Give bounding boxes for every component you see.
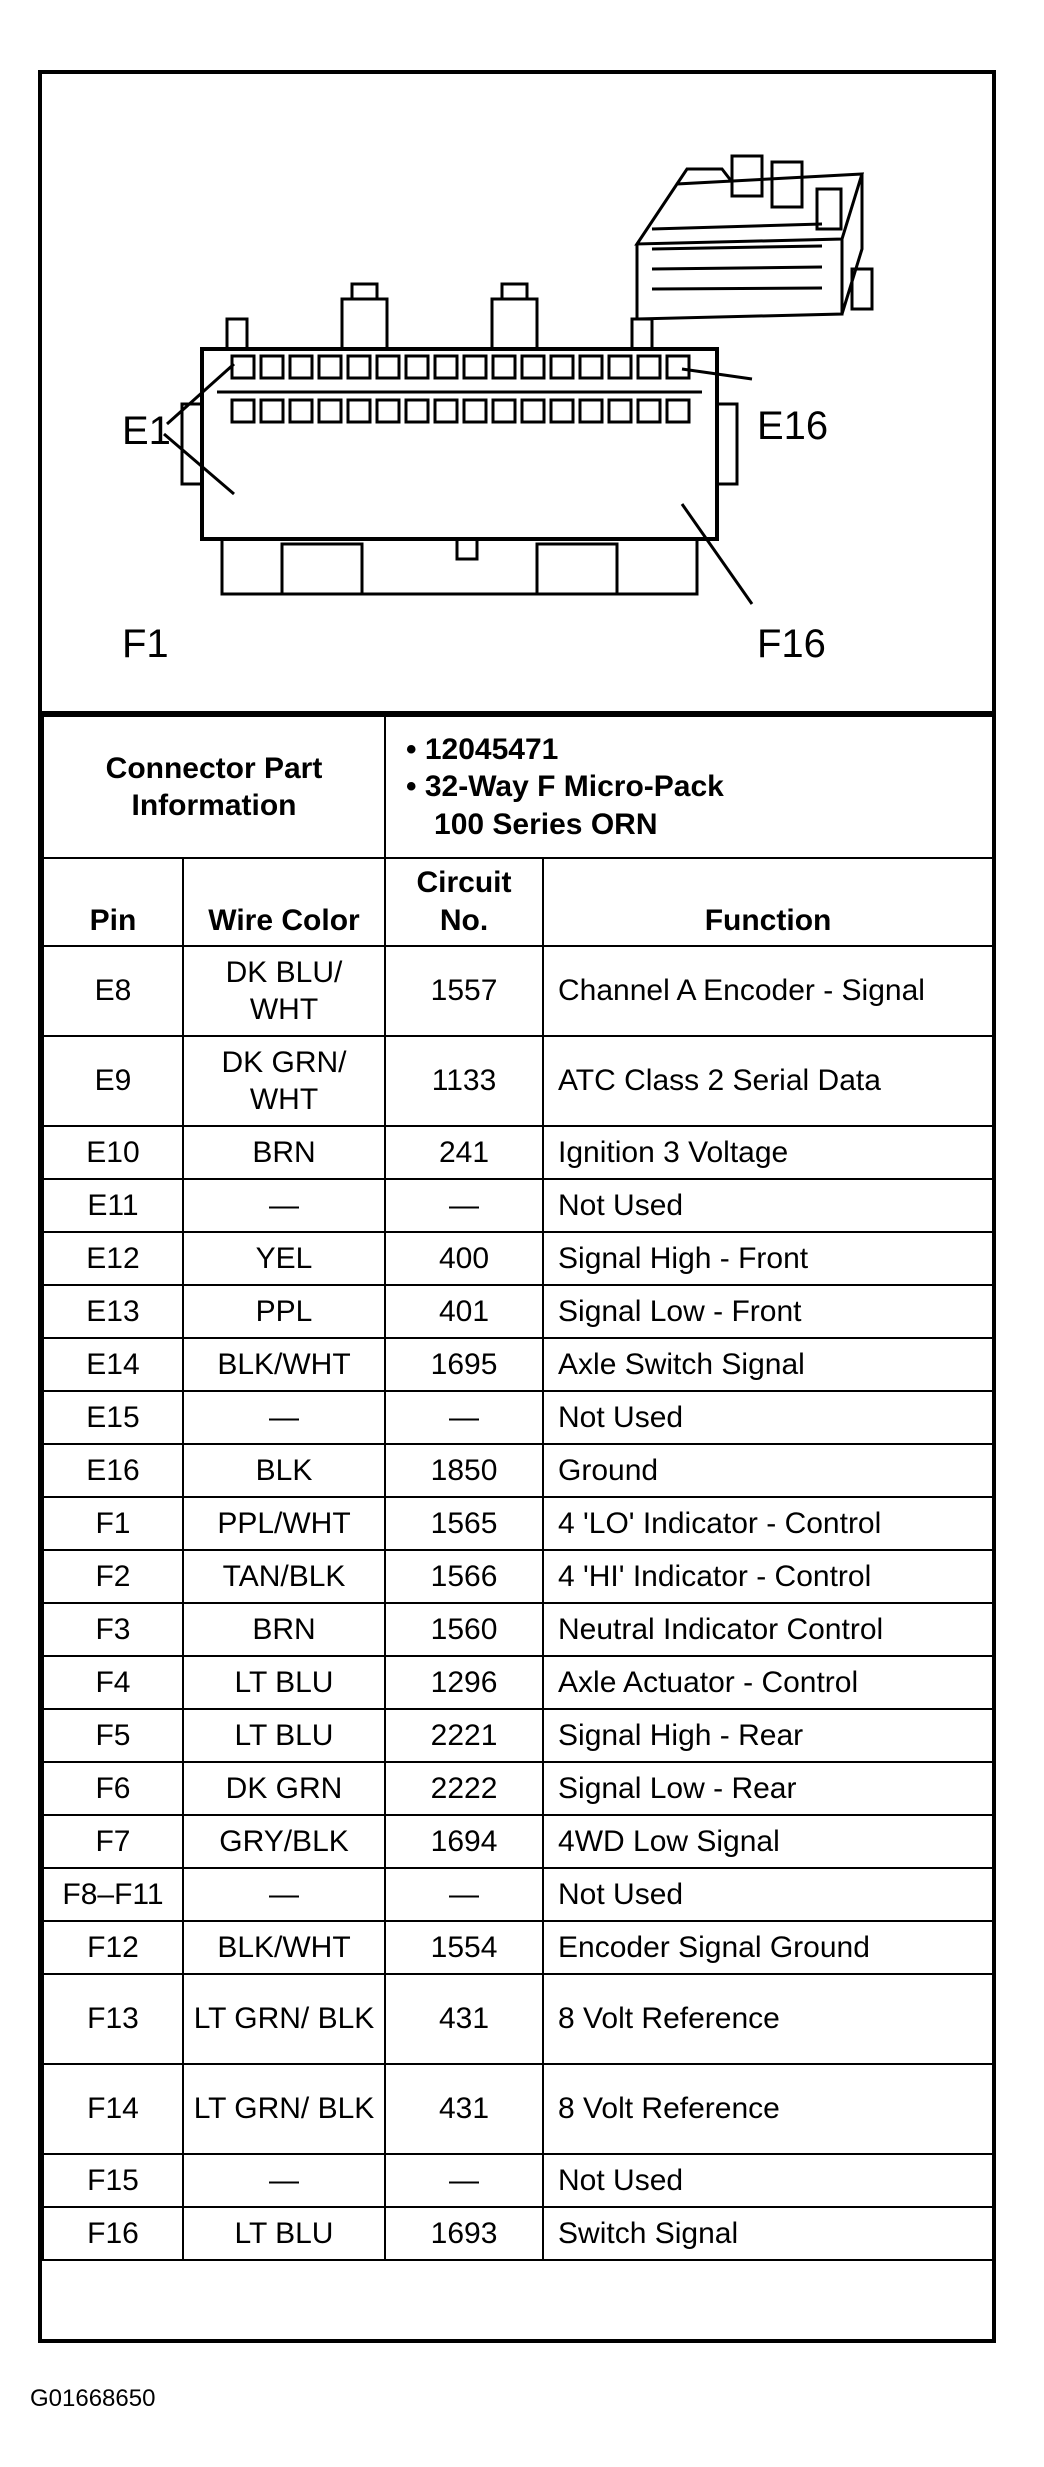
f14-cavity xyxy=(609,400,631,422)
e12-cavity xyxy=(551,356,573,378)
pin-cell: F12 xyxy=(43,1921,183,1974)
table-row xyxy=(43,1179,993,1232)
f7-cavity xyxy=(406,400,428,422)
function-cell: Signal Low - Rear xyxy=(543,1762,993,1815)
f10-cavity xyxy=(493,400,515,422)
pin-cell: F16 xyxy=(43,2207,183,2260)
function-cell: Encoder Signal Ground xyxy=(543,1921,993,1974)
f11-cavity xyxy=(522,400,544,422)
circuit-cell: 1850 xyxy=(385,1444,543,1497)
pin-cell: F7 xyxy=(43,1815,183,1868)
e5-cavity xyxy=(348,356,370,378)
connector-face-drawing xyxy=(42,74,992,711)
pin-cell: F3 xyxy=(43,1603,183,1656)
function-cell: Channel A Encoder - Signal xyxy=(543,946,993,1036)
wire-color-cell: — xyxy=(183,2154,385,2207)
pin-cell: F2 xyxy=(43,1550,183,1603)
table-row xyxy=(43,1815,993,1868)
part-number: • 12045471 xyxy=(406,732,559,766)
circuit-cell: 1296 xyxy=(385,1656,543,1709)
e7-cavity xyxy=(406,356,428,378)
function-cell: Ground xyxy=(543,1444,993,1497)
circuit-cell: 1560 xyxy=(385,1603,543,1656)
circuit-cell: 1554 xyxy=(385,1921,543,1974)
f2-cavity xyxy=(261,400,283,422)
circuit-cell: — xyxy=(385,1868,543,1921)
wire-color-cell: — xyxy=(183,1179,385,1232)
header-wire-color: Wire Color xyxy=(183,858,385,946)
circuit-cell: 1133 xyxy=(385,1036,543,1126)
e3-cavity xyxy=(290,356,312,378)
circuit-cell: 1695 xyxy=(385,1338,543,1391)
wire-color-cell: BRN xyxy=(183,1603,385,1656)
f16-label: F16 xyxy=(757,622,826,666)
table-row xyxy=(43,1603,993,1656)
pin-cell: E8 xyxy=(43,946,183,1036)
f15-cavity xyxy=(638,400,660,422)
wire-color-cell: LT BLU xyxy=(183,1656,385,1709)
e8-cavity xyxy=(435,356,457,378)
f16-cavity xyxy=(667,400,689,422)
circuit-cell: — xyxy=(385,1179,543,1232)
header-pin: Pin xyxy=(43,858,183,946)
function-cell: ATC Class 2 Serial Data xyxy=(543,1036,993,1126)
e9-cavity xyxy=(464,356,486,378)
f1-label: F1 xyxy=(122,622,169,666)
function-cell: Signal High - Rear xyxy=(543,1709,993,1762)
pin-cell: F6 xyxy=(43,1762,183,1815)
table-row xyxy=(43,1497,993,1550)
f6-cavity xyxy=(377,400,399,422)
e1-cavity xyxy=(232,356,254,378)
f12-cavity xyxy=(551,400,573,422)
wire-color-cell: DK GRN/ WHT xyxy=(183,1036,385,1126)
pin-cell: E14 xyxy=(43,1338,183,1391)
figure-code: G01668650 xyxy=(30,2385,156,2412)
wire-color-cell: LT BLU xyxy=(183,1709,385,1762)
pin-cell: F4 xyxy=(43,1656,183,1709)
connector-figure xyxy=(38,70,996,2343)
circuit-cell: — xyxy=(385,2154,543,2207)
function-cell: Ignition 3 Voltage xyxy=(543,1126,993,1179)
circuit-cell: 2221 xyxy=(385,1709,543,1762)
function-cell: 4 'HI' Indicator - Control xyxy=(543,1550,993,1603)
e6-cavity xyxy=(377,356,399,378)
table-row xyxy=(43,1656,993,1709)
circuit-cell: 401 xyxy=(385,1285,543,1338)
wire-color-cell: — xyxy=(183,1391,385,1444)
pin-cell: E10 xyxy=(43,1126,183,1179)
f8-cavity xyxy=(435,400,457,422)
connector-type: • 32-Way F Micro-Pack xyxy=(406,770,724,804)
e16-cavity xyxy=(667,356,689,378)
circuit-cell: 1566 xyxy=(385,1550,543,1603)
table-row xyxy=(43,1762,993,1815)
table-row xyxy=(43,1126,993,1179)
connector-info-row xyxy=(43,716,993,858)
pin-cell: E16 xyxy=(43,1444,183,1497)
table-row xyxy=(43,1036,993,1126)
pin-cell: E11 xyxy=(43,1179,183,1232)
wire-color-cell: GRY/BLK xyxy=(183,1815,385,1868)
function-cell: Not Used xyxy=(543,1179,993,1232)
function-cell: 4 'LO' Indicator - Control xyxy=(543,1497,993,1550)
function-cell: 8 Volt Reference xyxy=(543,1974,993,2064)
table-row xyxy=(43,1974,993,2064)
table-row xyxy=(43,2207,993,2260)
circuit-cell: 1693 xyxy=(385,2207,543,2260)
circuit-cell: 1694 xyxy=(385,1815,543,1868)
f9-cavity xyxy=(464,400,486,422)
pin-cell: F15 xyxy=(43,2154,183,2207)
connector-diagram xyxy=(42,74,992,715)
table-row xyxy=(43,1444,993,1497)
function-cell: Axle Actuator - Control xyxy=(543,1656,993,1709)
f3-cavity xyxy=(290,400,312,422)
wire-color-cell: YEL xyxy=(183,1232,385,1285)
e4-cavity xyxy=(319,356,341,378)
circuit-cell: 1565 xyxy=(385,1497,543,1550)
e2-cavity xyxy=(261,356,283,378)
function-cell: Neutral Indicator Control xyxy=(543,1603,993,1656)
table-header-row xyxy=(43,858,993,946)
pin-cell: F8–F11 xyxy=(43,1868,183,1921)
circuit-cell: 431 xyxy=(385,1974,543,2064)
wire-color-cell: — xyxy=(183,1868,385,1921)
f1-cavity xyxy=(232,400,254,422)
pin-cell: E9 xyxy=(43,1036,183,1126)
wire-color-cell: DK GRN xyxy=(183,1762,385,1815)
circuit-cell: 1557 xyxy=(385,946,543,1036)
pin-cell: E15 xyxy=(43,1391,183,1444)
e11-cavity xyxy=(522,356,544,378)
connector-series: 100 Series ORN xyxy=(434,807,658,841)
connector-front-view xyxy=(182,284,737,594)
function-cell: Axle Switch Signal xyxy=(543,1338,993,1391)
function-cell: Not Used xyxy=(543,1868,993,1921)
f13-cavity xyxy=(580,400,602,422)
table-row xyxy=(43,1232,993,1285)
e10-cavity xyxy=(493,356,515,378)
table-row xyxy=(43,1709,993,1762)
f4-cavity xyxy=(319,400,341,422)
pin-cell: F1 xyxy=(43,1497,183,1550)
pin-cell: F13 xyxy=(43,1974,183,2064)
wire-color-cell: LT GRN/ BLK xyxy=(183,2064,385,2154)
function-cell: Signal High - Front xyxy=(543,1232,993,1285)
table-row xyxy=(43,1338,993,1391)
header-function: Function xyxy=(543,858,993,946)
table-row xyxy=(43,2154,993,2207)
e16-label: E16 xyxy=(757,404,829,448)
connector-info-details xyxy=(385,716,993,858)
pinout-table xyxy=(42,715,994,2261)
e13-cavity xyxy=(580,356,602,378)
function-cell: Not Used xyxy=(543,1391,993,1444)
wire-color-cell: LT GRN/ BLK xyxy=(183,1974,385,2064)
table-row xyxy=(43,1868,993,1921)
wire-color-cell: TAN/BLK xyxy=(183,1550,385,1603)
function-cell: Switch Signal xyxy=(543,2207,993,2260)
pin-cell: F5 xyxy=(43,1709,183,1762)
pin-cell: E13 xyxy=(43,1285,183,1338)
f5-cavity xyxy=(348,400,370,422)
pin-cell: F14 xyxy=(43,2064,183,2154)
wire-color-cell: LT BLU xyxy=(183,2207,385,2260)
function-cell: Signal Low - Front xyxy=(543,1285,993,1338)
pin-cell: E12 xyxy=(43,1232,183,1285)
table-row xyxy=(43,2064,993,2154)
e15-cavity xyxy=(638,356,660,378)
table-row xyxy=(43,1285,993,1338)
pin-cavity-grid xyxy=(232,356,689,422)
table-row xyxy=(43,946,993,1036)
e14-cavity xyxy=(609,356,631,378)
wire-color-cell: BLK xyxy=(183,1444,385,1497)
table-row xyxy=(43,1921,993,1974)
wire-color-cell: DK BLU/ WHT xyxy=(183,946,385,1036)
circuit-cell: 2222 xyxy=(385,1762,543,1815)
function-cell: 8 Volt Reference xyxy=(543,2064,993,2154)
table-row xyxy=(43,1391,993,1444)
circuit-cell: 400 xyxy=(385,1232,543,1285)
e1-label: E1 xyxy=(122,409,171,453)
function-cell: Not Used xyxy=(543,2154,993,2207)
header-circuit-no: Circuit No. xyxy=(385,858,543,946)
connector-info-label: Connector Part Information xyxy=(43,716,385,858)
wire-color-cell: PPL xyxy=(183,1285,385,1338)
wire-color-cell: BLK/WHT xyxy=(183,1338,385,1391)
table-row xyxy=(43,1550,993,1603)
function-cell: 4WD Low Signal xyxy=(543,1815,993,1868)
wire-color-cell: BRN xyxy=(183,1126,385,1179)
wire-color-cell: PPL/WHT xyxy=(183,1497,385,1550)
circuit-cell: 241 xyxy=(385,1126,543,1179)
connector-isometric-icon xyxy=(637,156,872,319)
pinout-rows xyxy=(43,946,993,2260)
circuit-cell: 431 xyxy=(385,2064,543,2154)
wire-color-cell: BLK/WHT xyxy=(183,1921,385,1974)
circuit-cell: — xyxy=(385,1391,543,1444)
